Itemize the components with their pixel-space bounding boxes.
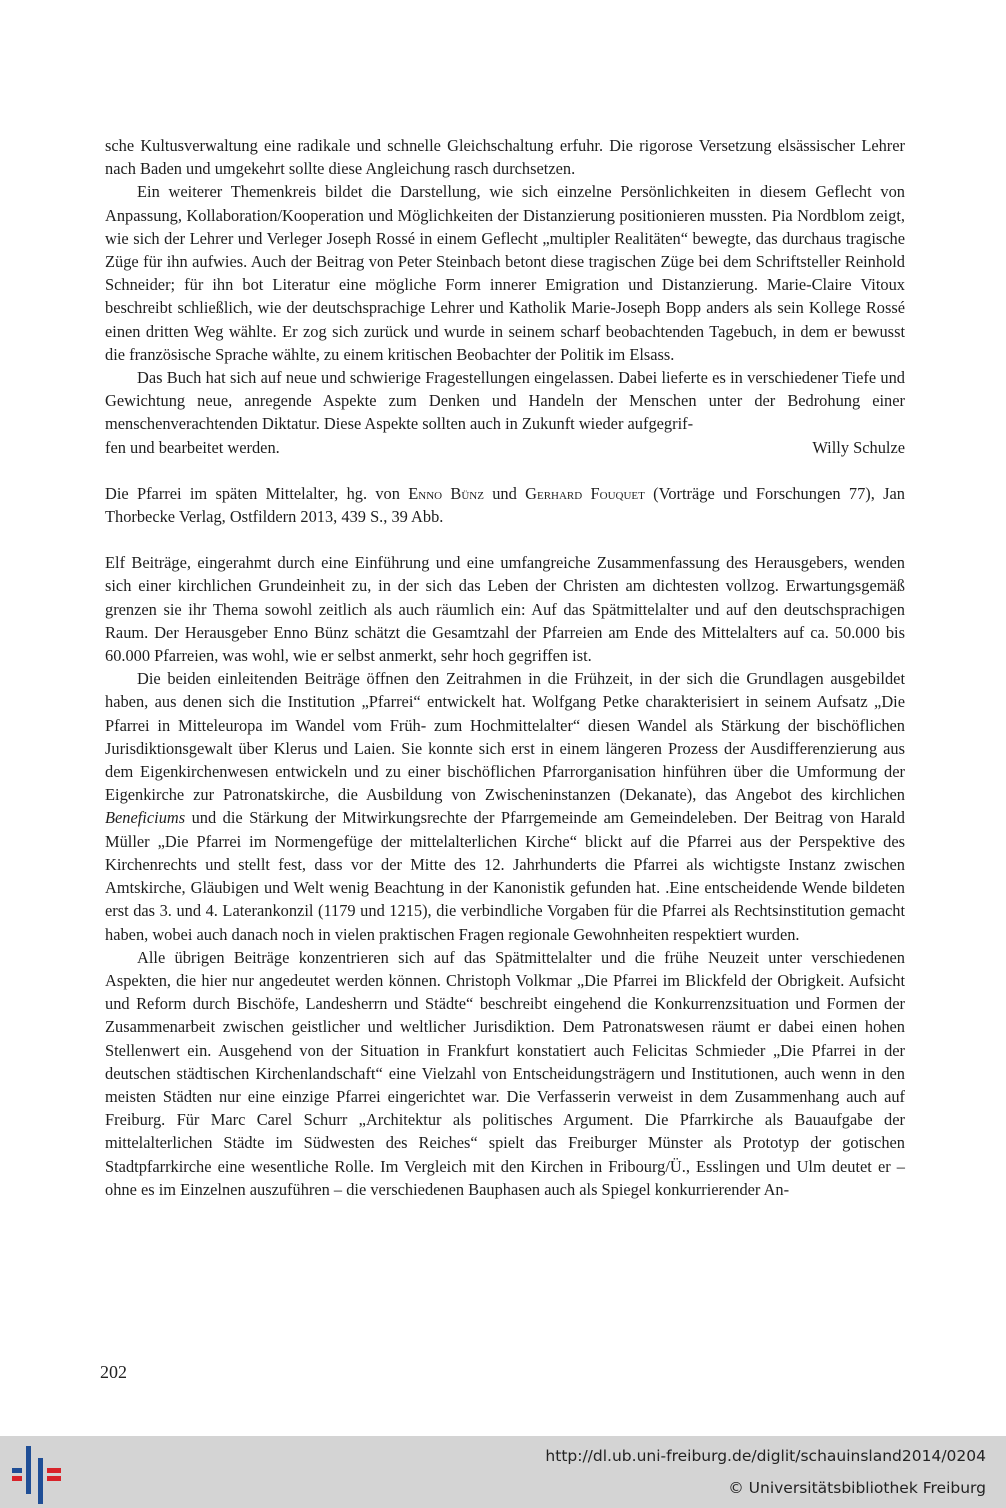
review2-heading-and: und (483, 483, 526, 503)
page-body (105, 134, 905, 1201)
review2-paragraph-2-italic: Beneficiums (105, 808, 186, 828)
review1-signature: Willy Schulze (812, 437, 905, 457)
review2-editor-1: Enno Bünz (408, 483, 484, 503)
review1-paragraph-1: sche Kultusverwaltung eine radikale und schnelle Gleichschaltung erfuhr. Die rigorose Versetzung elsässischer Lehrer nach Baden und umgekehrt sollte diese Angleichung rasch durchsetzen. (105, 136, 905, 179)
review2-paragraph-1: Elf Beiträge, eingerahmt durch eine Einführung und eine umfangreiche Zusammenfassung des Herausgebers, wenden sich einer kirchlichen Grundeinheit zu, in der sich das Leben der Christen am dichtesten vollzog. Erwartungsgemäß grenzen sie ihr Thema sowohl zeitlich als auch räumlich ein: Auf das Spätmittelalter und auf den deutschsprachigen Raum. Der Herausgeber Enno Bünz schätzt die Gesamtzahl der Pfarreien am Ende des Mittelalters auf ca. 50.000 bis 60.000 Pfarreien, was wohl, wie er selbst anmerkt, sehr hoch gegriffen ist. (105, 553, 905, 666)
review2-paragraph-2 (105, 667, 905, 945)
review1-paragraph-2: Ein weiterer Themenkreis bildet die Darstellung, wie sich einzelne Persönlichkeiten in diesem Geflecht von Anpassung, Kollaboration/Kooperation und Möglichkeiten der Distanzierung positionieren mussten. Pia Nordblom zeigt, wie sich der Lehrer und Verleger Joseph Rossé in einem Geflecht „multipler Realitäten“ bewegte, das durchaus tragische Züge für ihn aufwies. Auch der Beitrag von Peter Steinbach betont diese tragischen Züge bei dem Schriftsteller Reinhold Schneider; für ihn bot Literatur eine mögliche Form innerer Emigration und Distanzierung. Marie-Claire Vitoux beschreibt schließlich, wie der deutschsprachige Lehrer und Katholik Marie-Joseph Bopp anders als sein Kollege Rossé einen dritten Weg wählte. Er zog sich zurück und wurde in seinem scharf beobachtenden Tagebuch, in dem er bewusst die französische Sprache wählte, zu einem kritischen Beobachter der Politik im Elsass. (105, 182, 905, 364)
ub-freiburg-logo-icon (8, 1442, 68, 1504)
review2-editor-2: Gerhard Fouquet (525, 483, 645, 503)
review1-paragraph-3-end: fen und bearbeitet werden. (105, 437, 280, 457)
review2-heading (105, 482, 905, 528)
review2-heading-title: Die Pfarrei im späten Mittelalter, hg. von (105, 483, 409, 503)
footer-copyright: © Universitätsbibliothek Freiburg (728, 1479, 986, 1497)
review1-closing-line (105, 436, 905, 459)
review2-paragraph-3: Alle übrigen Beiträge konzentrieren sich auf das Spätmittelalter und die frühe Neuzeit unter verschiedenen Aspekten, die hier nur angedeutet werden können. Christoph Volkmar „Die Pfarrei im Blickfeld der Obrigkeit. Aufsicht und Reform durch Bischöfe, Landesherrn und Städte“ beschreibt eingehend die Konkurrenzsituation und Formen der Zusammenarbeit zwischen geistlicher und weltlicher Jurisdiktion. Dem Patronatswesen räumt er dabei einen hohen Stellenwert ein. Ausgehend von der Situation in Frankfurt konstatiert auch Felicitas Schmieder „Die Pfarrei in der deutschen städtischen Kirchenlandschaft“ eine Vielzahl von Entscheidungsträgern und Institutionen, auch wenn in den meisten Städten nur eine einzige Pfarrei eingerichtet war. Die Verfasserin verweist in dem Zusammenhang auch auf Freiburg. Für Marc Carel Schurr „Architektur als politisches Argument. Die Pfarrkirche als Bauaufgabe der mittelalterlichen Städte im Südwesten des Reiches“ spielt das Freiburger Münster als Prototyp der gotischen Stadtpfarrkirche eine wesentliche Rolle. Im Vergleich mit den Kirchen in Fribourg/Ü., Esslingen und Ulm deutet er – ohne es im Einzelnen auszuführen – die verschiedenen Bauphasen auch als Spiegel konkurrierender An- (105, 947, 905, 1199)
review2-heading-publication: (Vorträge und Forschungen 77), Jan Thorbecke Verlag, Ostfildern 2013, 439 S., 39 Abb. (105, 483, 905, 527)
footer-bar (0, 1436, 1006, 1508)
footer-url: http://dl.ub.uni-freiburg.de/diglit/schauinsland2014/0204 (545, 1447, 986, 1465)
page-number: 202 (100, 1362, 127, 1382)
review2-paragraph-2-b: und die Stärkung der Mitwirkungsrechte der Pfarrgemeinde am Gemeindeleben. Der Beitrag von Harald Müller „Die Pfarrei im Normengefüge der mittelalterlichen Kirche“ blickt auf die Pfarrei aus der Perspektive des Kirchenrechts und stellt fest, dass vor der Mitte des 12. Jahrhunderts die Pfarrei als wichtigste Instanz zwischen Amtskirche, Gläubigen und Welt wenig Beachtung in der Kanonistik gefunden hat. .Eine entscheidende Wende bildeten erst das 3. und 4. Laterankonzil (1179 und 1215), die verbindliche Vorgaben für die Pfarrei als Rechtsinstitution gemacht haben, wobei auch danach noch in vielen praktischen Fragen regionale Gewohnheiten respektiert wurden. (105, 808, 905, 944)
review1-paragraph-3: Das Buch hat sich auf neue und schwierige Fragestellungen eingelassen. Dabei lieferte es in verschiedener Tiefe und Gewichtung neue, anregende Aspekte zum Denken und Handeln der Menschen unter der Bedrohung einer menschenverachtenden Diktatur. Diese Aspekte sollten auch in Zukunft wieder aufgegrif- (105, 368, 905, 434)
review2-paragraph-2-a: Die beiden einleitenden Beiträge öffnen den Zeitrahmen in die Frühzeit, in der sich die Grundlagen ausgebildet haben, aus denen sich die Institution „Pfarrei“ entwickelt hat. Wolfgang Petke charakterisiert in seinem Aufsatz „Die Pfarrei in Mitteleuropa im Wandel vom Früh- zum Hochmittelalter“ diesen Wandel als Stärkung der bischöflichen Jurisdiktionsgewalt über Klerus und Laien. Sie konnte sich erst in einem längeren Prozess der Ausdifferenzierung aus dem Eigenkirchenwesen entwickeln und zu einer bischöflichen Pfarrorganisation hinführen über die Umformung der Eigenkirche zur Patronatskirche, die Ausbildung von Zwischeninstanzen (Dekanate), das Angebot des kirchlichen (105, 669, 905, 805)
